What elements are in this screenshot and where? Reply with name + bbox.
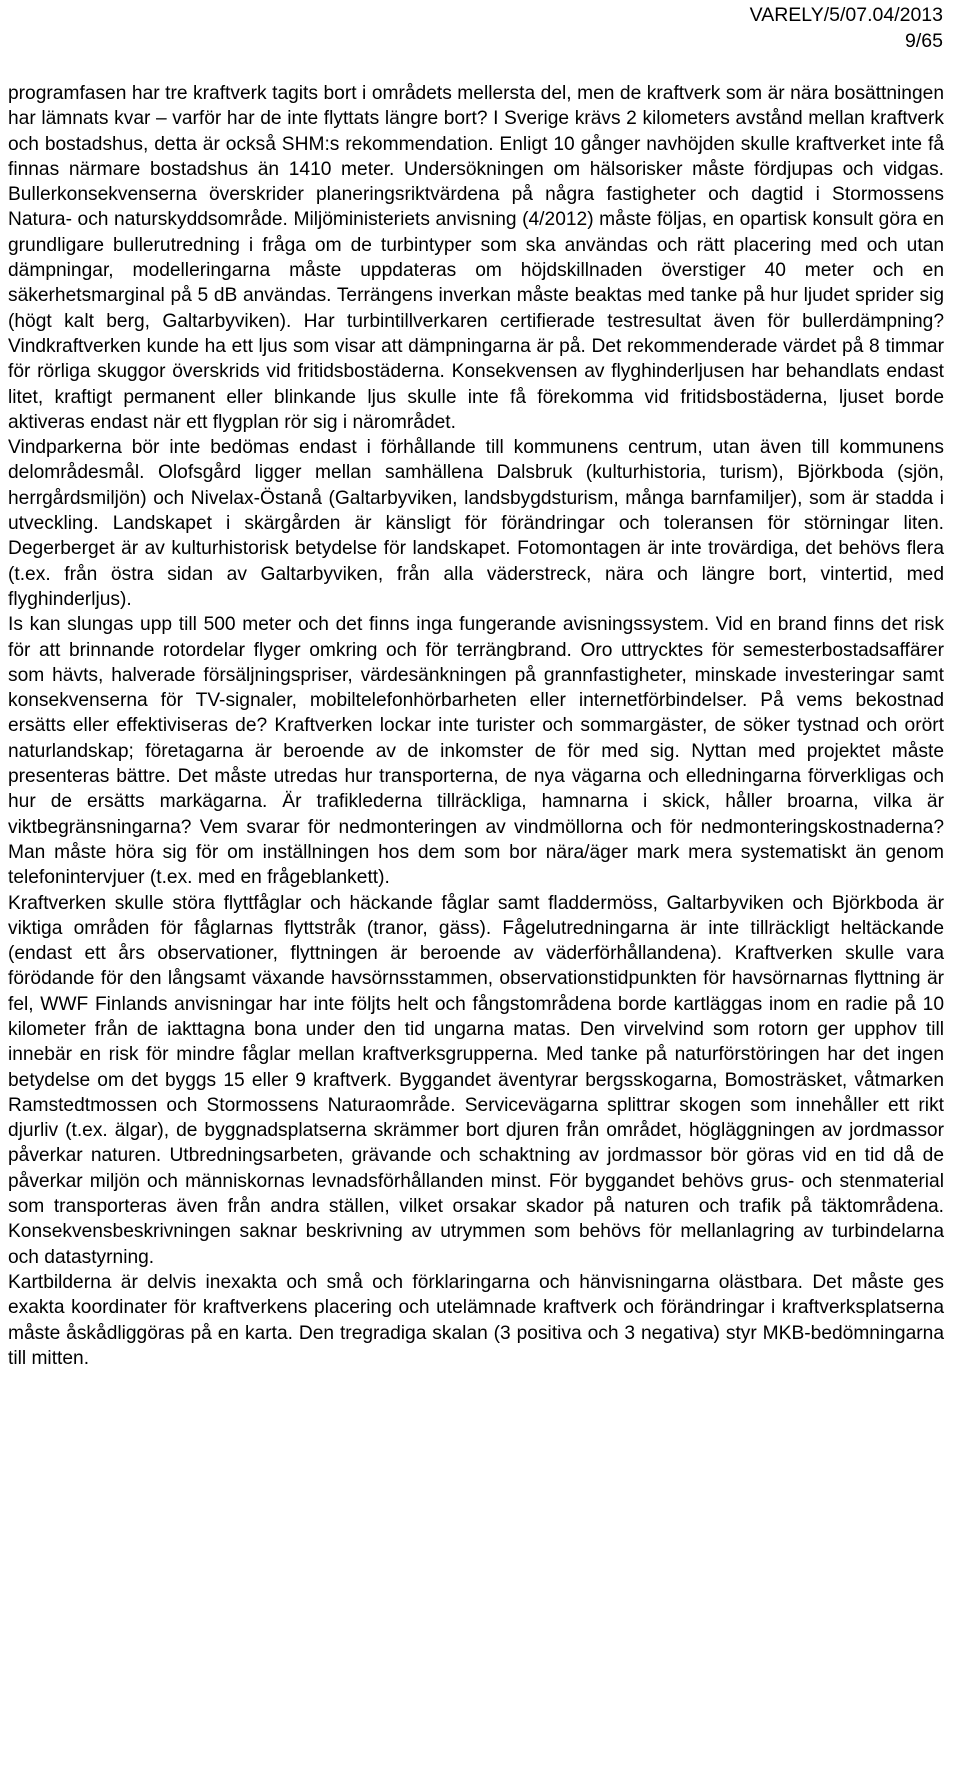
paragraph-1: programfasen har tre kraftverk tagits bort i områdets mellersta del, men de kraftverk som är nära bosättningen har lämnats kvar – varför har de inte flyttats längre bort? I Sverige krävs 2 kilometers avstånd mellan kraftverk och bostadshus, detta är också SHM:s rekommendation. Enligt 10 gånger navhöjden skulle kraftverket inte få finnas närmare bostadshus än 1410 meter. Undersökningen om hälsorisker måste fördjupas och vidgas. Bullerkonsekvenserna överskrider planeringsriktvärdena på några fastigheter och dagtid i Stormossens Natura- och naturskyddsområde. Miljöministeriets anvisning (4/2012) måste följas, en opartisk konsult göra en grundligare bullerutredning i fråga om de turbintyper som ska användas och rätt placering med och utan dämpningar, modelleringarna måste uppdateras om höjdskillnaden överstiger 40 meter och en säkerhetsmarginal på 5 dB användas. Terrängens inverkan måste beaktas med tanke på hur ljudet sprider sig (högt kalt berg, Galtarbyviken). Har turbintillverkaren certifierade testresultat även för bullerdämpning? Vindkraftverken kunde ha ett ljus som visar att dämpningarna är på. Det rekommenderade värdet på 8 timmar för rörliga skuggor överskrids vid fritidsbostäderna. Konsekvensen av flyghinderljusen har behandlats endast litet, kraftigt permanent eller blinkande ljus skulle inte få förekomma vid fritidsbostäderna, ljuset borde aktiveras endast när ett flygplan rör sig i närområdet. — [8, 83, 944, 433]
document-body — [8, 81, 944, 1371]
page-header — [750, 2, 943, 54]
document-reference: VARELY/5/07.04/2013 — [749, 4, 943, 26]
paragraph-2: Vindparkerna bör inte bedömas endast i förhållande till kommunens centrum, utan även till kommunens delområdesmål. Olofsgård ligger mellan samhällena Dalsbruk (kulturhistoria, turism), Björkboda (sjön, herrgårdsmiljön) och Nivelax-Östanå (Galtarbyviken, landsbygdsturism, många barnfamiljer), som är stadda i utveckling. Landskapet i skärgården är känsligt för förändringar och toleransen för störningar liten. Degerberget är av kulturhistorisk betydelse för landskapet. Fotomontagen är inte trovärdiga, det behövs flera (t.ex. från östra sidan av Galtarbyviken, från alla väderstreck, nära och längre bort, vintertid, med flyghinderljus). — [8, 437, 944, 610]
paragraph-5: Kartbilderna är delvis inexakta och små och förklaringarna och hänvisningarna olästbara. Det måste ges exakta koordinater för kraftverkens placering och utelämnade kraftverk och förändringar i kraftverksplatserna måste åskådliggöras på en karta. Den tregradiga skalan (3 positiva och 3 negativa) styr MKB-bedömningarna till mitten. — [8, 1271, 944, 1369]
page-number: 9/65 — [905, 30, 943, 52]
paragraph-4: Kraftverken skulle störa flyttfåglar och häckande fåglar samt fladdermöss, Galtarbyviken och Björkboda är viktiga områden för fåglarnas flyttstråk (tranor, gäss). Fågelutredningarna är inte tillräckligt heltäckande (endast ett års observationer, flyttningen är beroende av väderförhållandena). Kraftverken skulle vara förödande för den långsamt växande havsörnsstammen, observationstidpunkten för havsörnarnas flyttning är fel, WWF Finlands anvisningar har inte följts helt och fångstområdena borde kartläggas inom en radie på 10 kilometer från de iakttagna bona under den tid ungarna matas. Den virvelvind som rotorn ger upphov till innebär en risk för mindre fåglar mellan kraftverksgrupperna. Med tanke på naturförstöringen har det ingen betydelse om det byggs 15 eller 9 kraftverk. Byggandet äventyrar bergsskogarna, Bomosträsket, våtmarken Ramstedtmossen och Stormossens Naturaområde. Servicevägarna splittrar skogen som innehåller ett rikt djurliv (t.ex. älgar), de byggnadsplatserna skrämmer bort djuren från området, högläggningen av jordmassor påverkar naturen. Utbredningsarbeten, grävande och schaktning av jordmassor bör göras vid en tid då de påverkar miljön och människornas levnadsförhållanden minst. För byggandet behövs grus- och stenmaterial som transporteras även från andra ställen, vilket orsakar skador på naturen och trafik på täktområdena. Konsekvensbeskrivningen saknar beskrivning av utrymmen som behövs för mellanlagring av turbindelarna och datastyrning. — [8, 892, 944, 1268]
paragraph-3: Is kan slungas upp till 500 meter och det finns inga fungerande avisningssystem. Vid en brand finns det risk för att brinnande rotordelar flyger omkring och för terrängbrand. Oro uttrycktes för semesterbostadsaffärer som hävts, halverade försäljningspriser, värdesänkningen på grannfastigheter, minskade investeringar samt konsekvenserna för TV-signaler, mobiltelefonhörbarheten eller internetförbindelser. På vems bekostnad ersätts eller effektiviseras de? Kraftverken lockar inte turister och sommargäster, de söker tystnad och orört naturlandskap; företagarna är beroende av de inkomster de för med sig. Nyttan med projektet måste presenteras bättre. Det måste utredas hur transporterna, de nya vägarna och elledningarna förverkligas och hur de ersätts markägarna. Är trafiklederna tillräckliga, hamnarna i skick, håller broarna, vilka är viktbegränsningarna? Vem svarar för nedmonteringen av vindmöllorna och för nedmonteringskostnaderna? Man måste höra sig för om inställningen hos dem som bor nära/äger mark mera systematiskt än genom telefonintervjuer (t.ex. med en frågeblankett). — [8, 614, 944, 889]
